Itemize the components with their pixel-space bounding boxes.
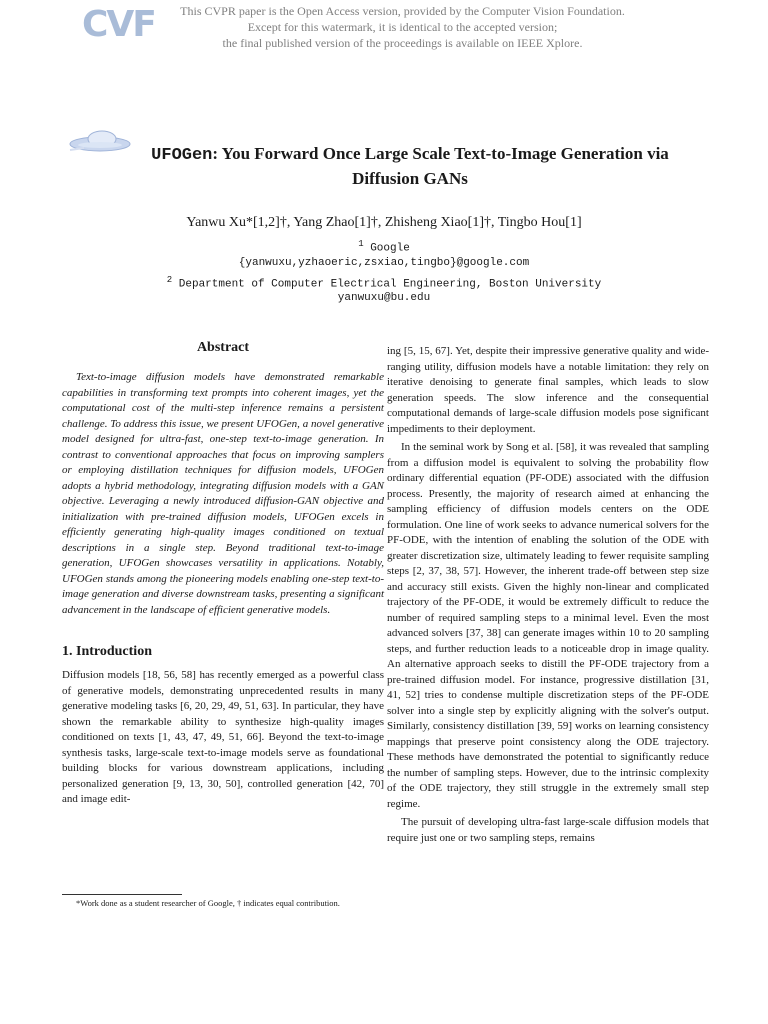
affiliation-1-name: Google <box>370 242 410 255</box>
affiliation-2-number: 2 <box>166 275 173 285</box>
affiliation-1 <box>60 239 708 255</box>
watermark-line: Except for this watermark, it is identical to the accepted version; <box>247 20 558 34</box>
right-paragraph-2: In the seminal work by Song et al. [58], it was revealed that sampling from a diffusion model is equivalent to solving the probability flow ordinary differential equation (PF-ODE) associated with the diffusion process. Presently, the majority of research aimed at enhancing the sampling efficiency of diffusion models centers on the ODE formulation. One line of work seeks to advance numerical solvers for the PF-ODE, with the intention of enabling the solution of the ODE with greater discretization size, ultimately leading to fewer requisite sampling steps [2, 37, 38, 57]. However, the inherent trade-off between step size and accuracy still exists. Given the highly non-linear and complicated trajectory of the PF-ODE, it would be extremely difficult to reduce the number of required sampling steps to a minimal level. Even the most advanced solvers [37, 38] can generate images within 10 to 20 sampling steps, and further reduction leads to a noticeable drop in image quality. An alternative approach seeks to distill the PF-ODE trajectory from a pre-trained diffusion model. For instance, progressive distillation [31, 41, 52] tries to condense multiple discretization steps of the PF-ODE solver into a single step by explicitly aligning with the solver's output. Similarly, consistency distillation [39, 59] works on learning consistency mappings that preserve point consistency along the ODE trajectory. These methods have demonstrated the potential to significantly reduce the number of sampling steps. However, due to the intrinsic complexity of the ODE trajectory, they still struggle in the extremely small step regime. <box>387 441 709 810</box>
right-paragraph-1: ing [5, 15, 67]. Yet, despite their impressive generative quality and wide-ranging utility, diffusion models have a notable limitation: they rely on iterative denoising to generate final samples, which leads to slow generation speeds. The slow inference and the consequential computational demands of large-scale diffusion models pose significant impediments to their deployment. <box>387 345 709 435</box>
watermark-line: This CVPR paper is the Open Access version, provided by the Computer Vision Foundation. <box>180 4 625 18</box>
left-column <box>62 340 384 808</box>
footnote: *Work done as a student researcher of Google, † indicates equal contribution. <box>76 898 340 908</box>
email-1: {yanwuxu,yzhaoeric,zsxiao,tingbo}@google.com <box>238 257 530 269</box>
title-line-2: Diffusion GANs <box>352 169 468 188</box>
abstract-heading: Abstract <box>196 340 250 355</box>
affiliation-1-number: 1 <box>358 239 364 249</box>
affiliation-2-name: Department of Computer Electrical Engineering, Boston University <box>178 278 602 291</box>
email-2: yanwuxu@bu.edu <box>337 292 431 304</box>
introduction-paragraph: Diffusion models [18, 56, 58] has recently emerged as a powerful class of generative models, demonstrating unprecedented results in many generative modeling tasks [6, 20, 29, 49, 51, 63]. In particular, they have shown the remarkable ability to synthesize high-quality images conditioned on texts [1, 43, 47, 49, 51, 66]. Beyond the text-to-image synthesis tasks, large-scale text-to-image models serve as foundational building blocks for various downstream applications, including personalized generation [9, 13, 30, 50], controlled generation [42, 70] and image edit- <box>62 669 384 805</box>
open-access-watermark <box>150 3 655 51</box>
right-paragraph-3: The pursuit of developing ultra-fast large-scale diffusion models that require just one or two sampling steps, remains <box>387 816 709 844</box>
introduction-heading: 1. Introduction <box>62 644 152 659</box>
right-column <box>387 344 709 846</box>
cvf-logo: CVF <box>82 4 155 45</box>
footnote-rule <box>62 894 182 895</box>
paper-title <box>120 142 700 190</box>
author-list: Yanwu Xu*[1,2]†, Yang Zhao[1]†, Zhisheng Xiao[1]†, Tingbo Hou[1] <box>186 215 582 230</box>
title-line-1: : You Forward Once Large Scale Text-to-Image Generation via <box>212 144 669 163</box>
watermark-line: the final published version of the proceedings is available on IEEE Xplore. <box>222 36 583 50</box>
affiliation-2 <box>60 275 708 291</box>
title-model-name: UFOGen <box>151 146 213 165</box>
abstract-text: Text-to-image diffusion models have demonstrated remarkable capabilities in transforming text prompts into coherent images, yet the computational cost of the multi-step inference remains a persistent challenge. To address this issue, we present UFOGen, a novel generative model designed for ultra-fast, one-step text-to-image generation. In contrast to conventional approaches that focus on improving samplers or employing distillation techniques for diffusion models, UFOGen adopts a hybrid methodology, integrating diffusion models with a GAN objective. Leveraging a newly introduced diffusion-GAN objective and initialization with pre-trained diffusion models, UFOGen excels in efficiently generating high-quality images conditioned on textual descriptions in a single step. Beyond traditional text-to-image generation, UFOGen showcases versatility in applications. Notably, UFOGen stands among the pioneering models enabling one-step text-to-image generation and diverse downstream tasks, presenting a significant advancement in the landscape of efficient generative models. <box>62 371 384 616</box>
